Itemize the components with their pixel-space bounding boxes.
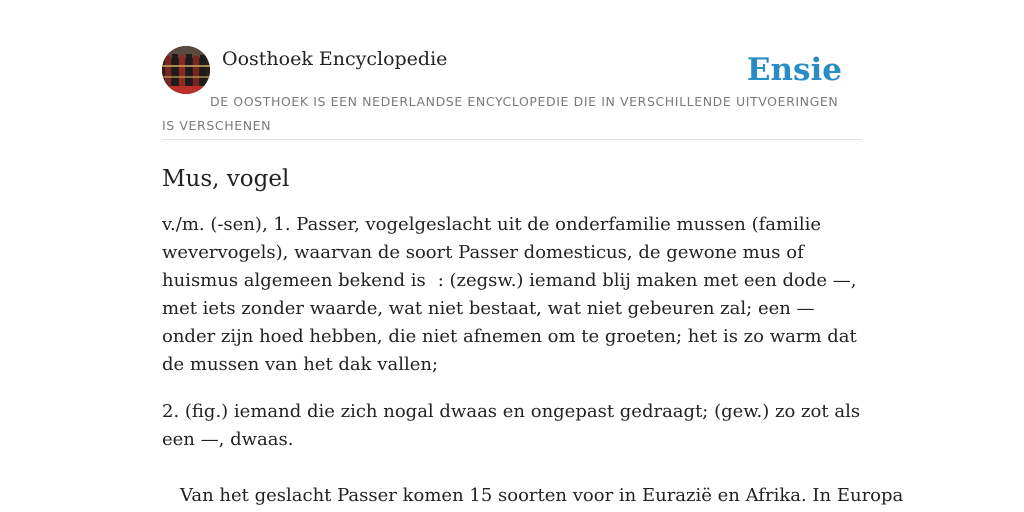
site-header (162, 46, 862, 140)
definition-part-1: v./m. (-sen), 1. Passer, vogelgeslacht uit de onderfamilie mussen (familie wevervogels), waarvan de soort Passer domesticus, de gewone mus of huismus algemeen bekend is (162, 214, 822, 291)
entry-title: Mus, vogel (162, 166, 290, 192)
encyclopedia-books-icon (162, 46, 210, 94)
site-logo-avatar[interactable] (162, 46, 210, 94)
ensie-brand-link[interactable]: Ensie (746, 52, 842, 88)
definition-paragraph-3: Van het geslacht Passer komen 15 soorten voor in Eurazië en Afrika. In Europa (180, 485, 904, 506)
definition-part-2: : (zegsw.) iemand blij maken met een dode —, met iets zonder waarde, wat niet bestaat, wat niet gebeuren zal; een — onder zijn hoed hebben, die niet afnemen om te groeten; het is zo warm dat de mussen van het dak vallen; (162, 270, 857, 375)
page (162, 0, 904, 510)
site-title[interactable]: Oosthoek Encyclopedie (222, 48, 448, 70)
site-tagline: DE OOSTHOEK IS EEN NEDERLANDSE ENCYCLOPEDIE DIE IN VERSCHILLENDE UITVOERINGEN IS VERSCHENEN (162, 94, 839, 133)
definition-paragraph-1 (162, 211, 862, 379)
definition-paragraph-2: 2. (fig.) iemand die zich nogal dwaas en ongepast gedraagt; (gew.) zo zot als een —, dwaas. (162, 401, 861, 450)
